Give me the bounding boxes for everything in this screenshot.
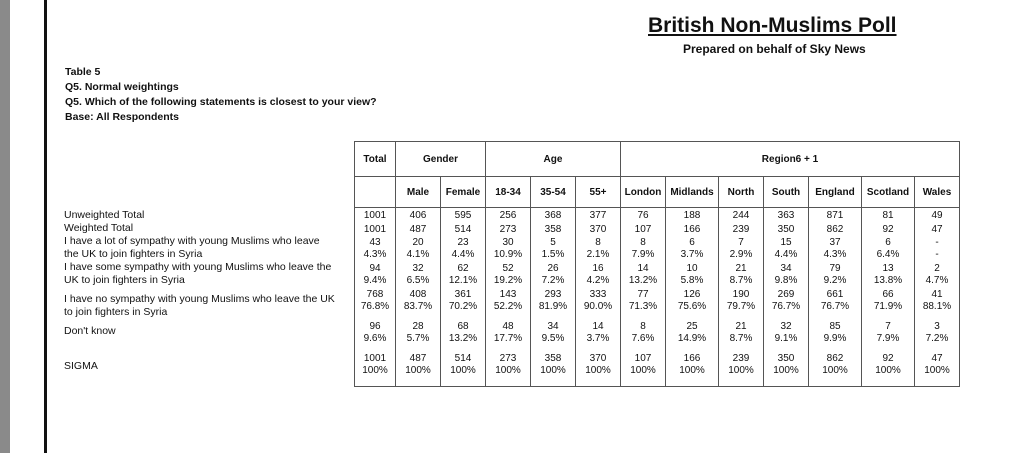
row-label-lot-sympathy: I have a lot of sympathy with young Muslims who leave — [64, 235, 320, 247]
table-cell — [441, 287, 486, 319]
question-text: Q5. Which of the following statements is closest to your view? — [65, 96, 377, 108]
cell-count: 13 — [882, 263, 894, 275]
table-cell — [396, 222, 441, 236]
table-cell — [764, 287, 809, 319]
cell-count: 2 — [934, 263, 940, 275]
column-header: London — [621, 177, 666, 208]
cell-count: 30 — [502, 237, 514, 249]
cell-percent: 9.4% — [363, 274, 387, 286]
cell-count: 14 — [637, 263, 649, 275]
table-cell — [621, 287, 666, 319]
table-cell — [486, 208, 531, 222]
table-cell — [764, 235, 809, 261]
table-cell — [621, 351, 666, 386]
table-cell — [576, 319, 621, 351]
column-header: 35-54 — [531, 177, 576, 208]
group-header-row — [355, 142, 960, 177]
table-cell — [666, 208, 719, 222]
cell-count: 34 — [780, 263, 792, 275]
cell-count: 269 — [777, 289, 795, 301]
table-cell — [441, 208, 486, 222]
cell-percent: 9.1% — [774, 332, 798, 344]
cell-count: 52 — [502, 263, 514, 275]
cell-count: 239 — [732, 223, 750, 235]
table-cell — [719, 222, 764, 236]
table-cell — [666, 287, 719, 319]
table-cell — [862, 222, 915, 236]
cell-percent: 70.2% — [448, 300, 478, 312]
table-cell — [355, 319, 396, 351]
cell-count: 25 — [686, 321, 698, 333]
cell-count: 768 — [366, 289, 384, 301]
row-label-no-sympathy-cont: to join fighters in Syria — [64, 306, 168, 318]
cell-count: 85 — [829, 321, 841, 333]
table-cell — [621, 208, 666, 222]
table-cell — [862, 287, 915, 319]
cell-percent: 1.5% — [541, 248, 565, 260]
table-cell — [621, 235, 666, 261]
table-cell — [531, 235, 576, 261]
cell-percent: 100% — [728, 364, 754, 376]
cell-percent: 81.9% — [538, 300, 568, 312]
cell-percent: 100% — [875, 364, 901, 376]
cell-count: 358 — [544, 223, 562, 235]
cell-percent: 9.8% — [774, 274, 798, 286]
table-cell — [486, 222, 531, 236]
table-cell — [666, 222, 719, 236]
cell-percent: 9.9% — [823, 332, 847, 344]
cell-percent: 14.9% — [677, 332, 707, 344]
cell-count: 871 — [826, 210, 844, 221]
cell-percent: 7.6% — [631, 332, 655, 344]
cell-percent: 71.9% — [873, 300, 903, 312]
table-cell — [396, 208, 441, 222]
table-cell — [441, 235, 486, 261]
cell-percent: 4.3% — [823, 248, 847, 260]
column-header: England — [809, 177, 862, 208]
cell-count: 92 — [882, 353, 894, 365]
table-cell — [486, 261, 531, 287]
cell-count: 8 — [595, 237, 601, 249]
cell-count: 92 — [882, 223, 894, 235]
cell-count: 77 — [637, 289, 649, 301]
cell-percent: 13.2% — [628, 274, 658, 286]
table-cell — [396, 319, 441, 351]
table-cell — [666, 235, 719, 261]
cell-percent: 75.6% — [677, 300, 707, 312]
cell-percent: 3.7% — [586, 332, 610, 344]
cell-percent: 100% — [679, 364, 705, 376]
cell-count: 1001 — [363, 210, 387, 221]
cell-count: 370 — [589, 353, 607, 365]
cell-percent: 100% — [495, 364, 521, 376]
cell-count: 862 — [826, 223, 844, 235]
header-gender: Gender — [396, 142, 486, 177]
cell-percent: 100% — [773, 364, 799, 376]
cell-count: 28 — [412, 321, 424, 333]
cell-count: 48 — [502, 321, 514, 333]
table-cell — [531, 261, 576, 287]
cell-percent: 100% — [362, 364, 388, 376]
cell-count: 8 — [640, 237, 646, 249]
cell-count: 166 — [683, 223, 701, 235]
table-cell — [809, 235, 862, 261]
row-label-sigma: SIGMA — [64, 360, 98, 372]
report-title: British Non-Muslims Poll — [648, 14, 897, 37]
table-cell — [862, 261, 915, 287]
table-cell — [531, 351, 576, 386]
table-cell — [355, 208, 396, 222]
column-header: 55+ — [576, 177, 621, 208]
table-cell — [764, 261, 809, 287]
cell-percent: 7.9% — [631, 248, 655, 260]
row-label-some-sympathy: I have some sympathy with young Muslims who leave the — [64, 261, 332, 273]
table-cell — [355, 351, 396, 386]
cell-percent: 100% — [630, 364, 656, 376]
row-label-unweighted-total: Unweighted Total — [64, 209, 145, 221]
cell-count: 358 — [544, 353, 562, 365]
cell-count: 5 — [550, 237, 556, 249]
cell-count: 126 — [683, 289, 701, 301]
cell-count: 66 — [882, 289, 894, 301]
table-cell — [486, 319, 531, 351]
cell-count: 273 — [499, 223, 517, 235]
table-cell — [576, 351, 621, 386]
cell-count: 190 — [732, 289, 750, 301]
table-cell — [441, 319, 486, 351]
table-row — [355, 235, 960, 261]
cell-percent: 4.4% — [451, 248, 475, 260]
cell-count: 408 — [409, 289, 427, 301]
cell-percent: 19.2% — [493, 274, 523, 286]
table-cell — [915, 287, 960, 319]
crosstab-table — [354, 141, 960, 387]
cell-percent: 76.8% — [360, 300, 390, 312]
cell-count: 377 — [589, 210, 607, 221]
cell-count: 6 — [885, 237, 891, 249]
cell-count: 595 — [454, 210, 472, 221]
table-cell — [809, 351, 862, 386]
cell-percent: 5.8% — [680, 274, 704, 286]
cell-percent: 2.1% — [586, 248, 610, 260]
column-header: 18-34 — [486, 177, 531, 208]
table-cell — [576, 235, 621, 261]
cell-count: 23 — [457, 237, 469, 249]
column-header-row — [355, 177, 960, 208]
column-header: South — [764, 177, 809, 208]
cell-percent: 90.0% — [583, 300, 613, 312]
cell-count: 293 — [544, 289, 562, 301]
table-cell — [621, 222, 666, 236]
table-cell — [396, 351, 441, 386]
cell-count: 661 — [826, 289, 844, 301]
cell-percent: - — [935, 248, 939, 260]
cell-count: 81 — [882, 210, 894, 221]
cell-percent: 7.2% — [541, 274, 565, 286]
cell-percent: 7.2% — [925, 332, 949, 344]
cell-count: 487 — [409, 353, 427, 365]
table-cell — [915, 319, 960, 351]
cell-count: 43 — [369, 237, 381, 249]
table-cell — [576, 287, 621, 319]
table-cell — [531, 287, 576, 319]
table-cell — [862, 351, 915, 386]
cell-percent: 100% — [540, 364, 566, 376]
cell-count: 62 — [457, 263, 469, 275]
table-cell — [441, 351, 486, 386]
column-header: Midlands — [666, 177, 719, 208]
table-cell — [576, 222, 621, 236]
column-header: Female — [441, 177, 486, 208]
table-row — [355, 319, 960, 351]
cell-percent: 76.7% — [771, 300, 801, 312]
table-row — [355, 287, 960, 319]
table-cell — [531, 208, 576, 222]
table-cell — [915, 261, 960, 287]
table-cell — [396, 287, 441, 319]
cell-percent: 12.1% — [448, 274, 478, 286]
cell-count: 406 — [409, 210, 427, 221]
cell-percent: 100% — [450, 364, 476, 376]
header-region: Region6 + 1 — [621, 142, 960, 177]
cell-count: 21 — [735, 263, 747, 275]
table-cell — [915, 208, 960, 222]
table-cell — [666, 261, 719, 287]
row-label-lot-sympathy-cont: the UK to join fighters in Syria — [64, 248, 203, 260]
table-cell — [355, 222, 396, 236]
cell-count: 244 — [732, 210, 750, 221]
cell-percent: 79.7% — [726, 300, 756, 312]
table-row — [355, 208, 960, 222]
table-cell — [576, 261, 621, 287]
cell-percent: 100% — [822, 364, 848, 376]
header-age: Age — [486, 142, 621, 177]
cell-count: 34 — [547, 321, 559, 333]
cell-count: 107 — [634, 353, 652, 365]
table-cell — [719, 351, 764, 386]
table-row — [355, 261, 960, 287]
table-cell — [764, 222, 809, 236]
row-label-no-sympathy: I have no sympathy with young Muslims who leave the UK — [64, 293, 335, 305]
cell-percent: 2.9% — [729, 248, 753, 260]
cell-count: 26 — [547, 263, 559, 275]
table-cell — [915, 222, 960, 236]
cell-count: 370 — [589, 223, 607, 235]
cell-percent: 13.2% — [448, 332, 478, 344]
table-cell — [719, 261, 764, 287]
table-cell — [355, 235, 396, 261]
table-cell — [531, 319, 576, 351]
table-cell — [809, 319, 862, 351]
base-description: Base: All Respondents — [65, 111, 179, 123]
table-cell — [764, 208, 809, 222]
cell-count: 20 — [412, 237, 424, 249]
table-cell — [809, 208, 862, 222]
cell-count: 1001 — [363, 353, 387, 365]
table-cell — [486, 351, 531, 386]
cell-percent: 100% — [924, 364, 950, 376]
cell-count: 166 — [683, 353, 701, 365]
cell-count: 514 — [454, 223, 472, 235]
cell-percent: 4.2% — [586, 274, 610, 286]
cell-count: 32 — [412, 263, 424, 275]
cell-count: - — [935, 237, 939, 249]
cell-percent: 5.7% — [406, 332, 430, 344]
table-cell — [396, 235, 441, 261]
cell-count: 487 — [409, 223, 427, 235]
column-header: Male — [396, 177, 441, 208]
table-row — [355, 351, 960, 386]
report-subtitle: Prepared on behalf of Sky News — [683, 42, 866, 56]
cell-count: 368 — [544, 210, 562, 221]
table-cell — [915, 351, 960, 386]
cell-count: 47 — [931, 353, 943, 365]
cell-count: 107 — [634, 223, 652, 235]
cell-percent: 83.7% — [403, 300, 433, 312]
cell-count: 350 — [777, 353, 795, 365]
table-cell — [666, 351, 719, 386]
cell-percent: 7.9% — [876, 332, 900, 344]
cell-percent: 10.9% — [493, 248, 523, 260]
cell-count: 21 — [735, 321, 747, 333]
table-cell — [355, 261, 396, 287]
cell-count: 49 — [931, 210, 943, 221]
table-cell — [621, 319, 666, 351]
table-cell — [862, 235, 915, 261]
cell-count: 333 — [589, 289, 607, 301]
table-cell — [862, 208, 915, 222]
cell-count: 94 — [369, 263, 381, 275]
cell-count: 273 — [499, 353, 517, 365]
cell-count: 363 — [777, 210, 795, 221]
cell-count: 15 — [780, 237, 792, 249]
column-header: North — [719, 177, 764, 208]
left-margin-strip — [0, 0, 10, 453]
table-cell — [486, 235, 531, 261]
cell-count: 47 — [931, 223, 943, 235]
cell-count: 16 — [592, 263, 604, 275]
table-cell — [764, 319, 809, 351]
cell-count: 41 — [931, 289, 943, 301]
cell-count: 6 — [689, 237, 695, 249]
cell-count: 10 — [686, 263, 698, 275]
cell-count: 143 — [499, 289, 517, 301]
table-cell — [719, 287, 764, 319]
cell-count: 188 — [683, 210, 701, 221]
cell-count: 96 — [369, 321, 381, 333]
cell-count: 79 — [829, 263, 841, 275]
cell-count: 361 — [454, 289, 472, 301]
table-cell — [719, 208, 764, 222]
cell-count: 1001 — [363, 223, 387, 235]
header-total-blank — [355, 177, 396, 208]
cell-count: 7 — [738, 237, 744, 249]
cell-percent: 100% — [585, 364, 611, 376]
table-info — [65, 65, 377, 125]
cell-count: 3 — [934, 321, 940, 333]
cell-percent: 9.6% — [363, 332, 387, 344]
cell-count: 76 — [637, 210, 649, 221]
column-header: Scotland — [862, 177, 915, 208]
cell-percent: 6.4% — [876, 248, 900, 260]
cell-percent: 4.3% — [363, 248, 387, 260]
cell-percent: 3.7% — [680, 248, 704, 260]
table-cell — [355, 287, 396, 319]
cell-percent: 52.2% — [493, 300, 523, 312]
table-cell — [809, 287, 862, 319]
table-cell — [486, 287, 531, 319]
table-cell — [719, 235, 764, 261]
cell-percent: 76.7% — [820, 300, 850, 312]
table-cell — [441, 222, 486, 236]
cell-count: 68 — [457, 321, 469, 333]
table-cell — [441, 261, 486, 287]
cell-count: 239 — [732, 353, 750, 365]
header-total: Total — [355, 142, 396, 177]
row-label-dont-know: Don't know — [64, 325, 116, 337]
table-cell — [862, 319, 915, 351]
table-cell — [915, 235, 960, 261]
cell-count: 37 — [829, 237, 841, 249]
cell-percent: 8.7% — [729, 332, 753, 344]
question-weighting: Q5. Normal weightings — [65, 81, 179, 93]
row-label-weighted-total: Weighted Total — [64, 222, 134, 234]
cell-percent: 8.7% — [729, 274, 753, 286]
table-cell — [531, 222, 576, 236]
row-label-some-sympathy-cont: UK to join fighters in Syria — [64, 274, 185, 286]
cell-percent: 6.5% — [406, 274, 430, 286]
table-cell — [396, 261, 441, 287]
cell-percent: 71.3% — [628, 300, 658, 312]
cell-percent: 4.7% — [925, 274, 949, 286]
table-row — [355, 222, 960, 236]
column-header: Wales — [915, 177, 960, 208]
cell-count: 32 — [780, 321, 792, 333]
cell-percent: 9.2% — [823, 274, 847, 286]
table-cell — [666, 319, 719, 351]
cell-percent: 100% — [405, 364, 431, 376]
cell-percent: 88.1% — [922, 300, 952, 312]
cell-count: 514 — [454, 353, 472, 365]
table-cell — [719, 319, 764, 351]
cell-percent: 4.4% — [774, 248, 798, 260]
cell-count: 8 — [640, 321, 646, 333]
cell-count: 256 — [499, 210, 517, 221]
cell-count: 350 — [777, 223, 795, 235]
table-cell — [576, 208, 621, 222]
table-number: Table 5 — [65, 66, 101, 78]
cell-percent: 4.1% — [406, 248, 430, 260]
cell-count: 14 — [592, 321, 604, 333]
page-edge-line — [44, 0, 47, 453]
cell-percent: 9.5% — [541, 332, 565, 344]
table-cell — [621, 261, 666, 287]
cell-count: 7 — [885, 321, 891, 333]
cell-percent: 13.8% — [873, 274, 903, 286]
table-cell — [809, 261, 862, 287]
table-cell — [809, 222, 862, 236]
cell-count: 862 — [826, 353, 844, 365]
cell-percent: 17.7% — [493, 332, 523, 344]
table-cell — [764, 351, 809, 386]
